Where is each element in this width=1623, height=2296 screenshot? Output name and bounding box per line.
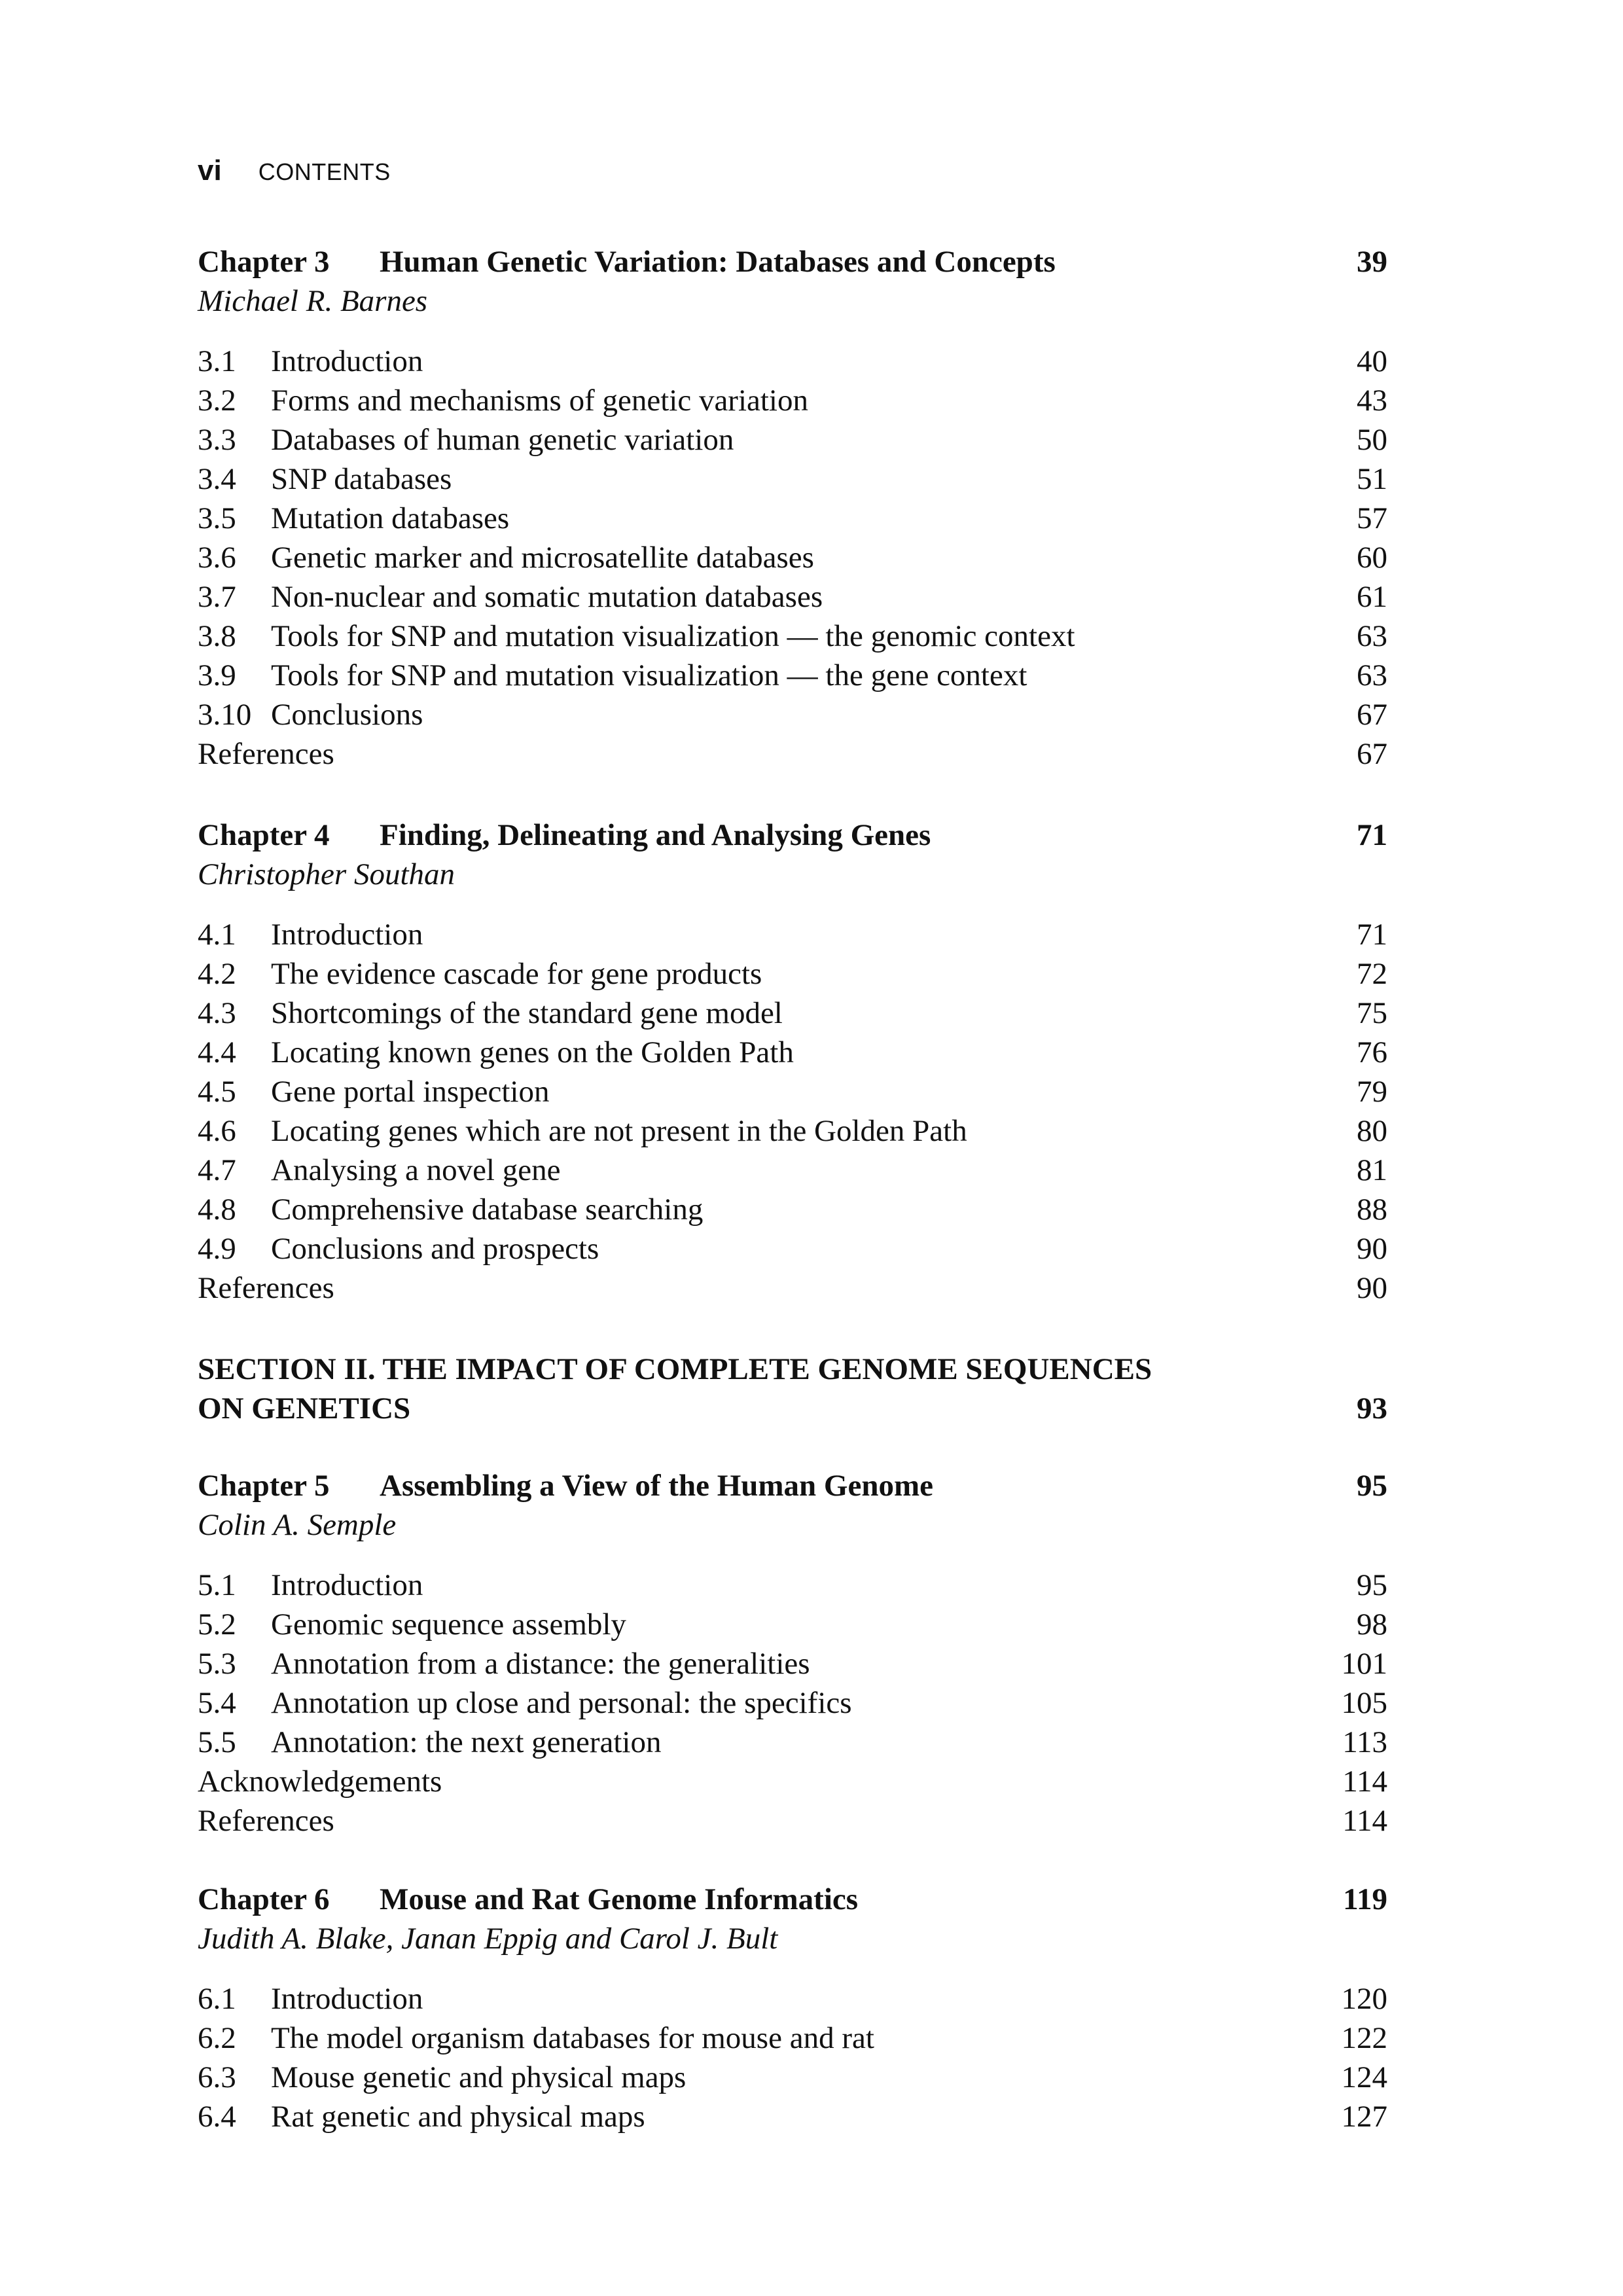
chapter-title: Mouse and Rat Genome Informatics [380, 1882, 859, 1916]
toc-entry [198, 1723, 1387, 1762]
section-heading [198, 1350, 1387, 1389]
entry-page: 61 [1357, 580, 1387, 614]
toc-entry [198, 915, 1387, 954]
chapter-3-heading [198, 242, 1387, 281]
entry-title: Introduction [271, 344, 423, 378]
entry-page: 79 [1357, 1075, 1387, 1109]
entry-number: 6.1 [198, 1982, 236, 2016]
entry-page: 88 [1357, 1193, 1387, 1227]
entry-page: 80 [1357, 1114, 1387, 1148]
entry-title: Forms and mechanisms of genetic variation [271, 384, 808, 418]
entry-title: Conclusions and prospects [271, 1232, 599, 1266]
entry-page: 63 [1357, 619, 1387, 653]
entry-number: 5.1 [198, 1568, 236, 1602]
entry-number: 3.3 [198, 423, 236, 457]
entry-title: Genetic marker and microsatellite databases [271, 541, 814, 575]
entry-page: 114 [1342, 1765, 1387, 1799]
entry-page: 75 [1357, 996, 1387, 1030]
entry-page: 50 [1357, 423, 1387, 457]
toc-entry [198, 1190, 1387, 1229]
entry-page: 90 [1357, 1232, 1387, 1266]
acknowledgements-entry [198, 1762, 1387, 1801]
entry-title: Introduction [271, 1982, 423, 2016]
entry-page: 81 [1357, 1153, 1387, 1187]
entry-title: References [198, 1271, 334, 1305]
section-heading-cont [198, 1389, 1387, 1428]
toc-entry [198, 1111, 1387, 1151]
entry-title: Introduction [271, 918, 423, 952]
entry-number: 3.6 [198, 541, 236, 575]
entry-title: Shortcomings of the standard gene model [271, 996, 783, 1030]
toc-entry [198, 1605, 1387, 1644]
entry-title: The model organism databases for mouse and rat [271, 2021, 874, 2055]
entry-number: 4.1 [198, 918, 236, 952]
entry-page: 40 [1357, 344, 1387, 378]
entry-page: 113 [1342, 1725, 1387, 1759]
toc-entry [198, 342, 1387, 381]
entry-number: 3.10 [198, 698, 252, 732]
toc-entry [198, 499, 1387, 538]
entry-number: 4.2 [198, 957, 236, 991]
entry-title: Tools for SNP and mutation visualization — the gene context [271, 658, 1027, 692]
entry-page: 105 [1341, 1686, 1387, 1720]
toc-entry [198, 1229, 1387, 1268]
chapter-label: Chapter 4 [198, 818, 330, 852]
toc-entry [198, 1644, 1387, 1683]
entry-title: Analysing a novel gene [271, 1153, 561, 1187]
entry-title: Locating known genes on the Golden Path [271, 1035, 794, 1069]
toc-entry [198, 459, 1387, 499]
entry-title: Annotation up close and personal: the specifics [271, 1686, 852, 1720]
entry-page: 51 [1357, 462, 1387, 496]
entry-page: 90 [1357, 1271, 1387, 1305]
toc-entry [198, 954, 1387, 994]
running-head [198, 154, 391, 194]
entry-page: 67 [1357, 737, 1387, 771]
entry-number: 4.7 [198, 1153, 236, 1187]
entry-number: 4.8 [198, 1193, 236, 1227]
toc-entry [198, 420, 1387, 459]
chapter-6-author [198, 1919, 1387, 1958]
chapter-label: Chapter 5 [198, 1469, 330, 1503]
entry-page: 71 [1357, 918, 1387, 952]
folio: vi [198, 154, 222, 187]
entry-number: 5.3 [198, 1647, 236, 1681]
entry-number: 5.4 [198, 1686, 236, 1720]
chapter-title: Assembling a View of the Human Genome [380, 1469, 933, 1503]
entry-title: Annotation from a distance: the generalities [271, 1647, 810, 1681]
entry-number: 3.5 [198, 501, 236, 535]
entry-title: References [198, 737, 334, 771]
entry-page: 127 [1341, 2100, 1387, 2134]
chapter-5-heading [198, 1466, 1387, 1505]
toc-entry [198, 994, 1387, 1033]
entry-page: 120 [1341, 1982, 1387, 2016]
entry-page: 76 [1357, 1035, 1387, 1069]
entry-number: 4.4 [198, 1035, 236, 1069]
entry-number: 3.2 [198, 384, 236, 418]
author-name: Judith A. Blake, Janan Eppig and Carol J. Bult [198, 1922, 778, 1956]
entry-title: Conclusions [271, 698, 423, 732]
author-name: Michael R. Barnes [198, 284, 428, 318]
entry-page: 122 [1341, 2021, 1387, 2055]
entry-title: Introduction [271, 1568, 423, 1602]
entry-number: 4.5 [198, 1075, 236, 1109]
entry-number: 3.8 [198, 619, 236, 653]
entry-number: 5.5 [198, 1725, 236, 1759]
author-name: Colin A. Semple [198, 1508, 397, 1542]
toc-entry [198, 2018, 1387, 2058]
entry-title: Mutation databases [271, 501, 510, 535]
entry-title: Databases of human genetic variation [271, 423, 734, 457]
chapter-4-heading [198, 816, 1387, 855]
entry-number: 3.9 [198, 658, 236, 692]
entry-page: 101 [1341, 1647, 1387, 1681]
chapter-title: Finding, Delineating and Analysing Genes [380, 818, 931, 852]
entry-number: 6.3 [198, 2060, 236, 2094]
toc-entry [198, 1033, 1387, 1072]
toc-entry [198, 695, 1387, 734]
section-page: 93 [1357, 1391, 1387, 1426]
chapter-page: 95 [1357, 1469, 1387, 1503]
chapter-label: Chapter 3 [198, 245, 330, 279]
toc-entry [198, 656, 1387, 695]
entry-page: 43 [1357, 384, 1387, 418]
entry-title: SNP databases [271, 462, 452, 496]
entry-number: 3.7 [198, 580, 236, 614]
entry-title: Comprehensive database searching [271, 1193, 704, 1227]
entry-number: 3.1 [198, 344, 236, 378]
toc-entry [198, 1979, 1387, 2018]
chapter-page: 39 [1357, 245, 1387, 279]
entry-title: Annotation: the next generation [271, 1725, 662, 1759]
entry-number: 3.4 [198, 462, 236, 496]
entry-title: Non-nuclear and somatic mutation databases [271, 580, 823, 614]
entry-title: Tools for SNP and mutation visualization — the genomic context [271, 619, 1075, 653]
toc-entry [198, 381, 1387, 420]
entry-number: 6.2 [198, 2021, 236, 2055]
toc-entry [198, 1072, 1387, 1111]
entry-number: 4.6 [198, 1114, 236, 1148]
author-name: Christopher Southan [198, 857, 455, 891]
entry-page: 60 [1357, 541, 1387, 575]
chapter-4-author [198, 855, 1387, 894]
section-title-line-1: SECTION II. THE IMPACT OF COMPLETE GENOME SEQUENCES [198, 1352, 1152, 1386]
entry-page: 67 [1357, 698, 1387, 732]
entry-number: 5.2 [198, 1607, 236, 1641]
entry-title: Mouse genetic and physical maps [271, 2060, 687, 2094]
entry-number: 6.4 [198, 2100, 236, 2134]
running-title: CONTENTS [258, 158, 391, 185]
entry-page: 98 [1357, 1607, 1387, 1641]
section-title-line-2: ON GENETICS [198, 1391, 411, 1426]
entry-page: 114 [1342, 1804, 1387, 1838]
entry-page: 72 [1357, 957, 1387, 991]
entry-title: The evidence cascade for gene products [271, 957, 762, 991]
entry-title: Gene portal inspection [271, 1075, 550, 1109]
chapter-title: Human Genetic Variation: Databases and Concepts [380, 245, 1056, 279]
chapter-page: 119 [1343, 1882, 1387, 1916]
toc-entry [198, 1683, 1387, 1723]
toc-entry [198, 617, 1387, 656]
entry-title: References [198, 1804, 334, 1838]
toc-entry [198, 2058, 1387, 2097]
entry-title: Genomic sequence assembly [271, 1607, 626, 1641]
chapter-page: 71 [1357, 818, 1387, 852]
entry-page: 124 [1341, 2060, 1387, 2094]
toc-entry [198, 2097, 1387, 2136]
chapter-3-author [198, 281, 1387, 321]
entry-number: 4.9 [198, 1232, 236, 1266]
chapter-5-author [198, 1505, 1387, 1545]
references-entry [198, 1801, 1387, 1840]
toc-entry [198, 1566, 1387, 1605]
chapter-6-heading [198, 1880, 1387, 1919]
references-entry [198, 734, 1387, 774]
chapter-label: Chapter 6 [198, 1882, 330, 1916]
entry-title: Locating genes which are not present in the Golden Path [271, 1114, 967, 1148]
toc-entry [198, 1151, 1387, 1190]
toc-entry [198, 577, 1387, 617]
entry-page: 95 [1357, 1568, 1387, 1602]
entry-number: 4.3 [198, 996, 236, 1030]
toc-entry [198, 538, 1387, 577]
entry-page: 57 [1357, 501, 1387, 535]
entry-title: Rat genetic and physical maps [271, 2100, 645, 2134]
references-entry [198, 1268, 1387, 1308]
entry-page: 63 [1357, 658, 1387, 692]
entry-title: Acknowledgements [198, 1765, 442, 1799]
